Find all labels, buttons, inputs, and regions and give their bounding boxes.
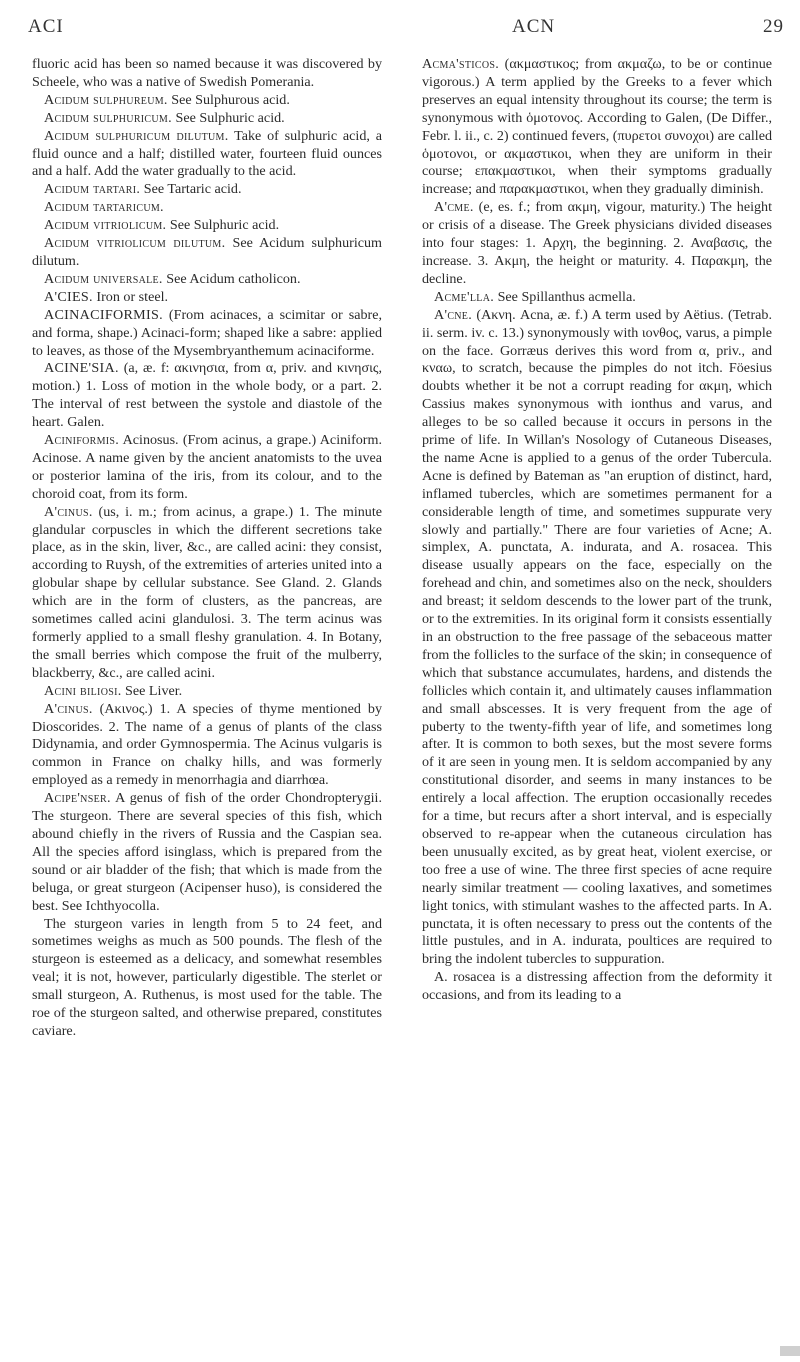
entry-text: (Ακνη. Acna, æ. f.) A term used by Aëtius. (Tetrab. ii. serm. iv. c. 13.) synonymously with ιονθος, varus, a pimple on the face. Gorræus derives this word from α, priv., and κναω, to scratch, because the pimples do not itch. Föesius doubts whether it be not a corrupt reading for ακμη, which Cassius makes synonymous with ionthus and varus, and alleges to be so called because it occurs in persons in the prime of life. In Willan's Nosology of Cutaneous Diseases, the name Acne is applied to a genus of the order Tubercula. Acne is defined by Bateman as "an eruption of distinct, hard, inflamed tubercles, which are sometimes permanent for a considerable length of time, and sometimes suppurate very slowly and partially." There are four varieties of Acne; A. simplex, A. punctata, A. indurata, and A. rosacea. This disease usually appears on the face, especially on the forehead and chin, and sometimes also on the neck, shoulders and breast; it seldom descends to the lower part of the trunk, or to the extremities. In its original form it consists essentially in an obstruction to the free passage of the sebaceous matter from the follicles to the surface of the skin; in consequence of which that substance accumulates, hardens, and distends the follicles which contain it, and ultimately causes inflammation and small abscesses. It is very frequent from the age of puberty to the twenty-fifth year of life, and sometimes long after. It is common to both sexes, but the most severe forms of it are seen in young men. It is seldom accompanied by any constitutional disorder, and seems in many instances to be entirely a local affection. The eruption occasionally recedes for a time, but recurs after a short interval, and is especially observed to re-appear when the cutaneous circulation has been unusually excited, as by great heat, violent exercise, or too free a use of wine. The three first species of acne require nearly similar treatment — cooling laxatives, and sometimes light tonics, with stimulant washes to the affected parts. In A. punctata, it is often necessary to press out the contents of the little pustules, and in A. indurata, poultices are required to bring the indolent tubercles to suppuration. (422, 306, 772, 968)
dictionary-entry (32, 916, 382, 1041)
entry-text: A. rosacea is a distressing affection from the deformity it occasions, and from its leading to a (422, 969, 772, 1004)
entry-headword: A'cme. (434, 199, 474, 216)
entry-text: Acinosus. (From acinus, a grape.) Aciniform. Acinose. A name given by the ancient anatomists to the uvea or posterior lamina of the iris, from its colour, and to the choroid coat, from its form. (32, 432, 382, 502)
entry-headword: Acini biliosi. (44, 682, 122, 699)
entry-text: (a, æ. f: ακινησια, from α, priv. and κινησις, motion.) 1. Loss of motion in the whole body, or a part. 2. The interval of rest between the systole and diastole of the heart. Galen. (32, 360, 382, 431)
entry-text: See Spillanthus acmella. (494, 288, 636, 305)
dictionary-entry (32, 128, 382, 182)
dictionary-entry (32, 683, 382, 701)
left-text-column (32, 56, 382, 1352)
entry-text: See Tartaric acid. (140, 181, 242, 198)
entry-headword: ACINACIFORMIS. (44, 306, 163, 323)
dictionary-entry (32, 701, 382, 791)
entry-headword: Acidum universale. (44, 270, 163, 287)
entry-headword: A'cinus. (44, 700, 93, 717)
dictionary-entry (32, 235, 382, 271)
dictionary-entry (32, 217, 382, 235)
dictionary-entry (422, 969, 772, 1005)
entry-headword: ACINE'SIA. (44, 360, 119, 377)
entry-text: (e, es. f.; from ακμη, vigour, maturity.) The height or crisis of a disease. The Greek physicians divided diseases into four stages: 1. Αρχη, the beginning. 2. Αναβασις, the increase. 3. Ακμη, the height or maturity. 4. Παρακμη, the decline. (422, 199, 772, 287)
dictionary-entry (32, 92, 382, 110)
entry-headword: Aciniformis. (44, 432, 120, 449)
entry-headword: Acipe'nser. (44, 790, 111, 807)
entry-text: (From acinaces, a scimitar or sabre, and forma, shape.) Acinaci-form; shaped like a sabre: applied to leaves, as those of the Mysembryanthemum acinaciforme. (32, 306, 382, 359)
dictionary-entry (32, 504, 382, 683)
entry-text: See Acidum catholicon. (162, 270, 301, 287)
dictionary-entry (32, 199, 382, 217)
page-number: 29 (763, 16, 784, 37)
entry-text: See Liver. (121, 682, 183, 699)
entry-text: Iron or steel. (92, 288, 169, 305)
entry-headword: A'cne. (434, 306, 473, 323)
dictionary-entry (32, 432, 382, 504)
entry-headword: A'cinus. (44, 503, 93, 520)
dictionary-entry (32, 271, 382, 289)
entry-headword: Acidum tartaricum. (44, 199, 164, 216)
entry-text: (us, i. m.; from acinus, a grape.) 1. The minute glandular corpuscles in which the different secretions take place, as in the skin, liver, &c., are called acini: they consist, according to Ruysh, of the extremities of arteries united into a globular shape by cellular substance. See Gland. 2. Glands which are in the form of clusters, as the pancreas, are sometimes called acini glandulosi. 3. The term acinus was formerly applied to a small fleshy granulation. 4. In Botany, the small berries which compose the fruit of the mulberry, blackberry, &c., are called acini. (32, 503, 382, 681)
dictionary-entry (32, 289, 382, 307)
entry-headword: Acidum tartari. (44, 181, 141, 198)
entry-text: (ακμαστικος; from ακμαζω, to be or continue vigorous.) A term applied by the Greeks to a fever which preserves an equal intensity throughout its course; the term is synonymous with ὁμοτονος. According to Galen, (De Differ., Febr. l. ii., c. 2) continued fevers, (πυρετοι συνοχοι) are called ὁμοτονοι, or ακμαστικοι, when they are uniform in their course; επακμαστικοι, when their symptoms gradually increase; and παρακμαστικοι, when they gradually diminish. (422, 56, 772, 198)
dictionary-entry (422, 56, 772, 199)
left-running-head: ACI (28, 16, 64, 37)
dictionary-entry (422, 199, 772, 289)
dictionary-entry (32, 110, 382, 128)
dictionary-entry (32, 790, 382, 915)
entry-headword: Acidum sulphuricum dilutum. (44, 127, 229, 144)
entry-text: See Acidum sulphuricum dilutum. (32, 235, 382, 269)
entry-text: Take of sulphuric acid, a fluid ounce and a half; distilled water, fourteen fluid ounces and a half. Add the water gradually to the acid. (32, 127, 382, 180)
entry-headword: A'CIES. (44, 288, 93, 305)
entry-headword: Acma'sticos. (422, 56, 500, 72)
dictionary-entry (32, 56, 382, 92)
right-text-column (422, 56, 772, 1352)
entry-text: See Sulphuric acid. (171, 109, 285, 126)
page-edge-mark (780, 1346, 800, 1356)
dictionary-entry (422, 289, 772, 307)
entry-text: See Sulphuric acid. (166, 217, 280, 234)
running-header (0, 14, 800, 44)
entry-text: The sturgeon varies in length from 5 to 24 feet, and sometimes weighs as much as 500 pounds. The flesh of the sturgeon is esteemed as a delicacy, and somewhat resembles veal; it is not, however, particularly digestible. The sterlet or small sturgeon, A. Ruthenus, is most used for the table. The roe of the sturgeon salted, and otherwise prepared, constitutes caviare. (32, 915, 382, 1039)
entry-text: (Ακινος.) 1. A species of thyme mentioned by Dioscorides. 2. The name of a genus of plants of the class Didynamia, and order Gymnospermia. The Acinus vulgaris is common in France on chalky hills, and was formerly employed as a remedy in menorrhagia and diarrhœa. (32, 700, 382, 789)
entry-headword: Acidum sulphureum. (44, 91, 168, 108)
dictionary-entry (32, 307, 382, 361)
dictionary-entry (422, 307, 772, 970)
entry-headword: Acidum vitriolicum. (44, 217, 167, 234)
entry-text: fluoric acid has been so named because it was discovered by Scheele, who was a native of Swedish Pomerania. (32, 56, 382, 90)
entry-headword: Acidum sulphuricum. (44, 109, 172, 126)
right-running-head: ACN (512, 16, 556, 37)
dictionary-entry (32, 360, 382, 432)
entry-headword: Acme'lla. (434, 288, 495, 305)
entry-text: A genus of fish of the order Chondropterygii. The sturgeon. There are several species of this fish, which abound chiefly in the rivers of Russia and the Caspian sea. All the species afford isinglass, which is prepared from the sound or air bladder of the fish; that which is made from the beluga, or great sturgeon (Acipenser huso), is considered the best. See Ichthyocolla. (32, 790, 382, 914)
entry-text: See Sulphurous acid. (167, 91, 290, 108)
entry-headword: Acidum vitriolicum dilutum. (44, 235, 226, 252)
dictionary-entry (32, 181, 382, 199)
